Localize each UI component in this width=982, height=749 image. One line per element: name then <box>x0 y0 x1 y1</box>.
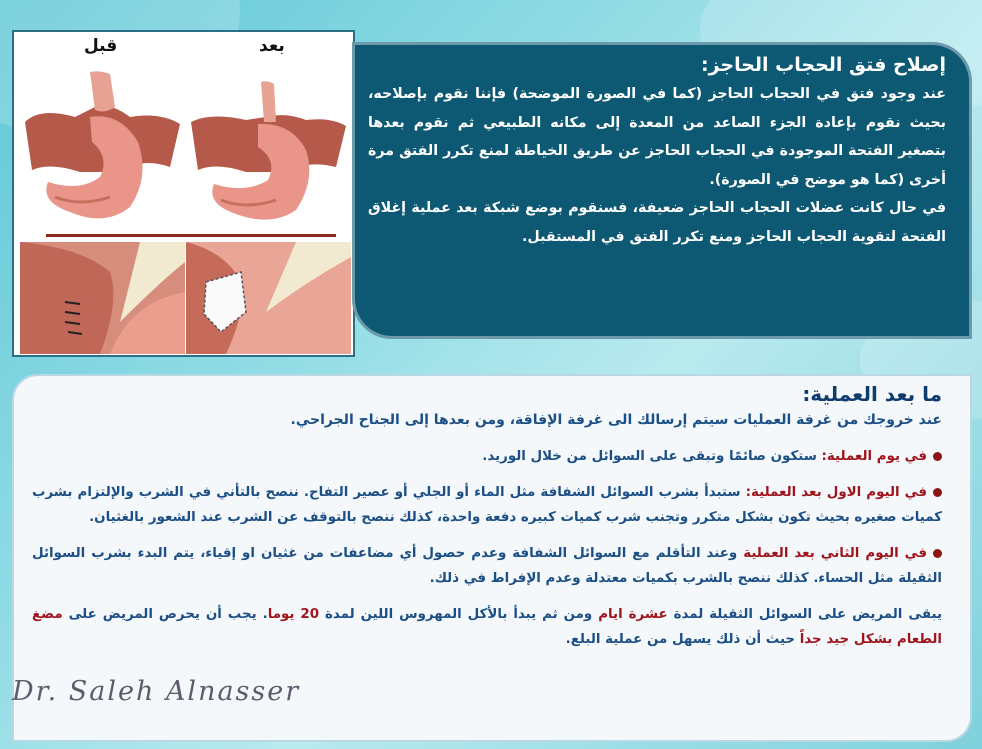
final-text: يبقى المريض على السوائل الثقيلة لمدة <box>667 607 942 622</box>
list-item <box>32 541 942 591</box>
final-highlight-chew: مضغ الطعام بشكل جيد جداً <box>32 607 942 647</box>
final-highlight-20-days: 20 يوما <box>267 607 320 622</box>
info-paragraph-2: في حال كانت عضلات الحجاب الحاجز ضعيفة، فسنقوم بوضع شبكة بعد عملية إغلاق الفتحة لتقوية الحجاب الحاجز ومنع تكرر الفتق في المستقبل. <box>368 200 946 245</box>
item-text: ستكون صائمًا وتبقى على السوائل من خلال الوريد. <box>482 449 822 464</box>
hernia-repair-info-card <box>352 42 972 339</box>
item-text: ستبدأ بشرب السوائل الشفافة مثل الماء أو الجلي أو عصير التفاح. ننصح بالتأني في الشرب والإلتزام بشرب كميات صغيره بحيث تكون بشكل متكرر وتجنب شرب كميات كبيره دفعة واحدة، كذلك ننصح بالتوقف عن الشرب عند الشعور بالغثيان. <box>32 485 942 525</box>
info-paragraph-1: عند وجود فتق في الحجاب الحاجز (كما في الصورة الموضحة) فإننا نقوم بإصلاحه، بحيث نقوم بإعادة الجزء الصاعد من المعدة إلى مكانه الطبيعي ثم نقوم بعدها بتصغير الفتحة الموجودة في الحجاب الحاجز عن طريق الخياطة لمنع تكرر الفتق مرة أخرى (كما هو موضح في الصورة). <box>368 86 946 188</box>
item-text: وعند التأقلم مع السوائل الشفافة وعدم حصول أي مضاعفات من غثيان او إقياء، يتم البدء بشرب السوائل الثقيلة مثل الحساء. كذلك ننصح بالشرب بكميات معتدلة وعدم الإفراط في ذلك. <box>32 546 942 586</box>
doctor-signature: Dr. Saleh Alnasser <box>12 676 301 707</box>
illustration-divider <box>46 234 336 237</box>
post-surgery-title: ما بعد العملية: <box>802 382 942 406</box>
final-text: ومن ثم يبدأ بالأكل المهروس اللين لمدة <box>319 607 599 622</box>
bullet-icon <box>933 452 942 461</box>
post-surgery-intro: عند خروجك من غرفة العمليات سيتم إرسالك الى غرفة الإفاقة، ومن بعدها إلى الجناح الجراحي. <box>290 412 942 428</box>
surgery-illustration-panel <box>12 30 355 357</box>
stomach-after-illustration <box>186 62 351 227</box>
suture-repair-illustration <box>20 242 185 354</box>
list-item <box>32 444 942 469</box>
stomach-before-illustration <box>20 62 185 227</box>
final-note <box>32 602 942 652</box>
item-label: في اليوم الثاني بعد العملية <box>743 546 927 561</box>
bullet-icon <box>933 549 942 558</box>
mesh-repair-illustration <box>186 242 351 354</box>
list-item <box>32 480 942 530</box>
label-before: قبل <box>84 36 118 56</box>
item-label: في يوم العملية: <box>821 449 927 464</box>
final-text: حيث أن ذلك يسهل من عملية البلع. <box>565 632 800 647</box>
final-text: . يجب أن يحرص المريض على <box>62 607 268 622</box>
info-title: إصلاح فتق الحجاب الحاجز: <box>700 54 946 76</box>
item-label: في اليوم الاول بعد العملية: <box>745 485 927 500</box>
final-highlight-10-days: عشرة ايام <box>598 607 668 622</box>
label-after: بعد <box>259 36 285 56</box>
bullet-icon <box>933 488 942 497</box>
